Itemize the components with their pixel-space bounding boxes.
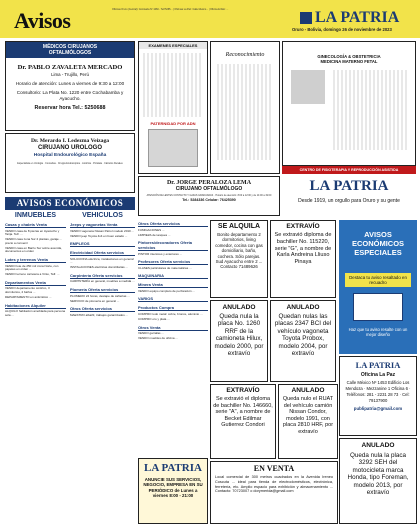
extravio1-heading: EXTRAVÍO — [286, 223, 320, 230]
contact-address: Calle México Nº 1453 Edificio Los Mendoza · Mezzanine 1 Oficina 6 · Teléfonos: 281 - 2231 28 73 · Cel: 79137900 — [345, 380, 411, 403]
contact-city: Oficina La Paz — [360, 372, 396, 378]
classified-section-title: Departamentos Venta — [5, 280, 66, 286]
col1-sections — [5, 222, 66, 317]
classified-section-title: MAQUINARIA — [138, 273, 208, 279]
classified-item: SERVICIO de plomería en general ... — [70, 298, 120, 303]
peraloza-ad — [138, 176, 280, 216]
extravio2-heading: EXTRAVÍO — [226, 387, 260, 394]
ledezma-specialty: CIRUJANO UROLOGO — [37, 145, 102, 151]
classified-section-title: Profesores Oferta servicios — [138, 259, 208, 265]
classified-section-title: Pintores/decoradores Oferta servicios — [138, 240, 208, 251]
classified-section-title: Casas y chalets Venta — [5, 222, 66, 228]
anulado1-heading: ANULADO — [222, 304, 256, 311]
classified-item: VENDO casa zona Sur 2 plantas, garaje ... precio a convenir — [5, 237, 63, 245]
contact-email: publipatria@gmail.com — [353, 406, 403, 411]
classified-item: CLASES particulares de matemáticas ... — [138, 265, 192, 270]
ledezma-hospital: Hospital Endourológico España — [33, 153, 107, 158]
examenes-ad — [138, 41, 208, 174]
economicos-col3 — [138, 218, 208, 456]
col2-sections — [70, 222, 135, 317]
ledezma-ad — [5, 133, 135, 193]
classified-section-title: Plomería Oferta servicios — [70, 287, 135, 293]
examenes-title: EXAMENES ESPECIALES — [139, 42, 207, 49]
peraloza-phone: Tel.: 5284336 Celular: 76425390 — [182, 198, 236, 202]
ginecologia-text — [333, 70, 407, 150]
notice-venta — [210, 461, 338, 524]
especiales-subtitle: Destaca tu aviso resaltado en recuadro — [345, 273, 411, 287]
classified-item: VENDO lote de 250 m2 zona Norte, con papeles en orden ... — [5, 263, 59, 272]
classified-section-title: Habitaciones Alquiler — [5, 303, 66, 309]
col3-promo-text: ANUNCIE SUS SERVICIOS, NEGOCIO, EMPRESA EN SU PERIÓDICO de Lunes a viernes 8:00 - 21:00 — [143, 477, 203, 499]
venta-heading: EN VENTA — [253, 464, 295, 473]
economicos-col1 — [5, 212, 66, 524]
notice-extravio-2 — [210, 384, 276, 459]
classified-section-title: Lotes y terrenos Venta — [5, 257, 66, 263]
classified-section-title: Otros Oferta servicios — [138, 221, 208, 227]
classified-item: VENDO garrafas ... — [138, 331, 164, 336]
notice-anulado-1 — [210, 300, 268, 382]
ginecologia-photo — [291, 70, 325, 104]
classified-section-title: Minera Venta — [138, 282, 208, 288]
logo-icon — [300, 12, 312, 24]
classified-item: COMPRO todo metal: cobre, bronce, aluminio ... — [138, 311, 203, 316]
classified-item: VENDO casa en Barrio Sur sobre avenida, documentos en orden — [5, 245, 62, 254]
alquila-body: Bonito departamento 2 dormitorios, living comedor, cocina con gas domiciliario, baño, cochera. Sólo parejas. Sud Ayacucho entre 2 ... Contacto 71489626 — [215, 232, 263, 270]
classified-item: SOLUCIONA eléctrica, instalaciones en general ... — [70, 256, 134, 265]
classified-item: FUMIGACIONES ... — [138, 227, 165, 232]
page-title: Avisos — [14, 8, 71, 33]
paternidad-label: PATERNIDAD POR ADN — [150, 121, 196, 126]
peraloza-specialty: CIRUJANO OFTALMÓLOGO — [175, 186, 243, 192]
contact-box — [339, 356, 417, 436]
classified-item: ALQUILO habitación amoblada para persona sola ... — [5, 309, 66, 317]
classified-section-title: Electricidad Oferta servicios — [70, 250, 135, 256]
especiales-ad — [339, 220, 417, 354]
economicos-col2 — [70, 212, 135, 524]
classified-item: VENDO muebles de oficina ... — [138, 336, 178, 341]
col2-head: VEHÍCULOS — [82, 212, 123, 219]
patria-promo-name: LA PATRIA — [309, 178, 389, 194]
paternidad-image — [148, 129, 198, 167]
col3-promo-name: LA PATRIA — [144, 462, 202, 474]
dateline: Oruro - Bolivia, domingo 26 de noviembre de 2023 — [292, 27, 392, 32]
col1-head: INMUEBLES — [14, 212, 57, 219]
economicos-title: AVISOS ECONÓMICOS — [5, 197, 135, 210]
classified-item: INSTALACIONES eléctricas domiciliarias ... — [70, 265, 128, 270]
classified-item: MAESTRO albañil, trabajos garantizados ... — [70, 312, 129, 317]
contact-name: LA PATRIA — [355, 360, 401, 370]
patria-promo-tagline: Desde 1919, un orgullo para Oruro y su gente — [298, 198, 400, 204]
medicos-doctor: Dr. PABLO ZAVALETA MERCADO — [17, 64, 123, 71]
office-info: Oficinas Oruro (Central): Comisaria Nº 1060 - Telf 5265... | Oficinas La Paz: Calle Mexico... | Oficina El Alto: ... — [112, 8, 229, 11]
notice-extravio-1 — [270, 220, 336, 298]
classified-item: VENDO vagoneta Nissan Patrol modelo 2010 ... — [70, 228, 135, 233]
extravio2-body: Se extravió el diploma de bachiller No. 146660, serie "A", a nombre de Becket Edilmar Gutierrez Condori — [213, 396, 273, 428]
notice-alquila — [210, 220, 268, 298]
classified-item: COMPRO oro y plata ... — [138, 317, 170, 322]
notice-anulado-4 — [339, 438, 417, 524]
especiales-note: Haz que tu aviso resalte con un mejor diseño — [348, 327, 408, 337]
classified-item: VENDO casa de 8 piezas en Ayacucho y Tarija. Telf. ... — [5, 228, 60, 237]
patria-promo — [282, 176, 416, 218]
classified-item: PLOMERO 24 horas, destape de cañerías ... — [70, 293, 130, 298]
examenes-list — [143, 53, 203, 117]
classified-item: VENDO equipo completo de perforación ... — [138, 288, 195, 293]
logo: LA PATRIA — [300, 9, 399, 27]
notice-anulado-2 — [270, 300, 336, 382]
anulado3-body: Queda nulo el RUAT del vehículo camión Nissan Condor, modelo 1991, con placa 2810 HRF, por extravío — [282, 396, 334, 435]
medicos-ad — [5, 41, 135, 131]
peraloza-small: ATENCIÓN DE LENTES CONTACTO Y GAFAS GRADUADAS · Horario de atención: 8:00 a 12:00 y de 14:00 a 19:00 — [146, 194, 272, 197]
alquila-heading: SE ALQUILA — [217, 223, 261, 230]
classified-section-title: Otros Venta — [138, 325, 208, 331]
col3-promo — [138, 458, 208, 524]
classified-section-title: EMPLEOS — [70, 241, 135, 247]
notice-anulado-3 — [278, 384, 338, 459]
extravio1-body: Se extravió diploma de bachiller No. 115220, serie "G", a nombre de Karla Andreina Lliuso Pinaya — [274, 232, 332, 266]
medicos-heading: MÉDICOS CIRUJANOS OFTALMÓLOGOS — [6, 42, 134, 58]
classified-section-title: Carpintería Oferta servicios — [70, 273, 135, 279]
classified-item: LIMPIEZA de tanques ... — [138, 232, 171, 237]
fisioterapia-banner: CENTRO DE FISIOTERAPIA Y REPRODUCCIÓN ASISTIDA — [282, 166, 416, 174]
classified-item: VENDO jeep Toyota 4x4 en buen estado ... — [70, 233, 128, 238]
classified-item: DEPARTAMENTO en anticrético ... — [5, 295, 52, 300]
ledezma-doctor: Dr. Merardo I. Ledezma Veizaga — [30, 138, 110, 144]
ginecologia-title: GINECOLOGÍA & OBSTETRICIA MEDICINA MATERNO FETAL — [317, 54, 381, 64]
col3-sections — [138, 221, 208, 341]
medicos-phone: Reservar hora Tel.: 5250688 — [34, 105, 106, 111]
classified-section-title: Otros Oferta servicios — [70, 306, 135, 312]
classified-section-title: Jeeps y vagonetas Venta — [70, 222, 135, 228]
medicos-city: Lima - Trujillo, Perú — [51, 72, 89, 77]
reconocimiento-ad — [210, 41, 280, 174]
classified-item: PINTOR interiores y exteriores ... — [138, 251, 183, 256]
venta-body: Local comercial de 300 metros cuadrados en la Avenida Ireneo Coscuta ... ideal para tienda de electrodomésticos, electrónica, ferretería, etc. Amplio espacio para exhibición y almacenamiento ... Contacto: 70723007 o dorymerida@gmail.com — [215, 475, 333, 494]
anulado4-body: Queda nula la placa 3292 SEH del motocicleta marca Honda, tipo Foreman, modelo 2013, por extravío — [347, 452, 409, 497]
anulado3-heading: ANULADO — [291, 387, 325, 394]
anulado2-body: Quedan nulas las placas 2347 BCI del vehículo vagoneta Toyota Probox, modelo 2004, por extravío — [274, 313, 332, 358]
medicos-consult: Consultorio: La Plata No. 1220 entre Cochabamba y Ayacucho. — [16, 90, 124, 101]
reconocimiento-text — [217, 64, 273, 160]
peraloza-doctor: Dr. JORGE PERALOZA LEMA — [166, 180, 252, 186]
classified-section-title: Productos Compra — [138, 305, 208, 311]
especiales-sample — [353, 293, 403, 321]
classified-item: VENDO departamento céntrico, 3 dormitorios, 2 baños ... — [5, 286, 50, 294]
reconocimiento-title: Reconocimiento — [225, 52, 265, 58]
anulado1-body: Queda nula la placa No. 1260 RRF de la camioneta Hilux, modelo 2000, por extravío — [214, 313, 264, 358]
ledezma-small: Especialista en Urología · Consultas · Cirugía Endoscópica · Litotricia · Próstata · Cálculos Renales — [17, 162, 123, 165]
medicos-hours: Horario de atención: Lunes a viernes de 9:30 a 12:00 — [15, 81, 125, 86]
anulado2-heading: ANULADO — [286, 304, 320, 311]
ginecologia-ad — [282, 41, 416, 166]
anulado4-heading: ANULADO — [361, 442, 395, 449]
classified-item: CARPINTERÍA en general, muebles a medida ... — [70, 279, 135, 284]
classified-section-title: VARIOS — [138, 296, 208, 302]
classified-item: VENDO terreno carretera a Vinto, Telf. ... — [5, 272, 60, 277]
especiales-title: AVISOS ECONÓMICOS ESPECIALES — [351, 230, 405, 257]
